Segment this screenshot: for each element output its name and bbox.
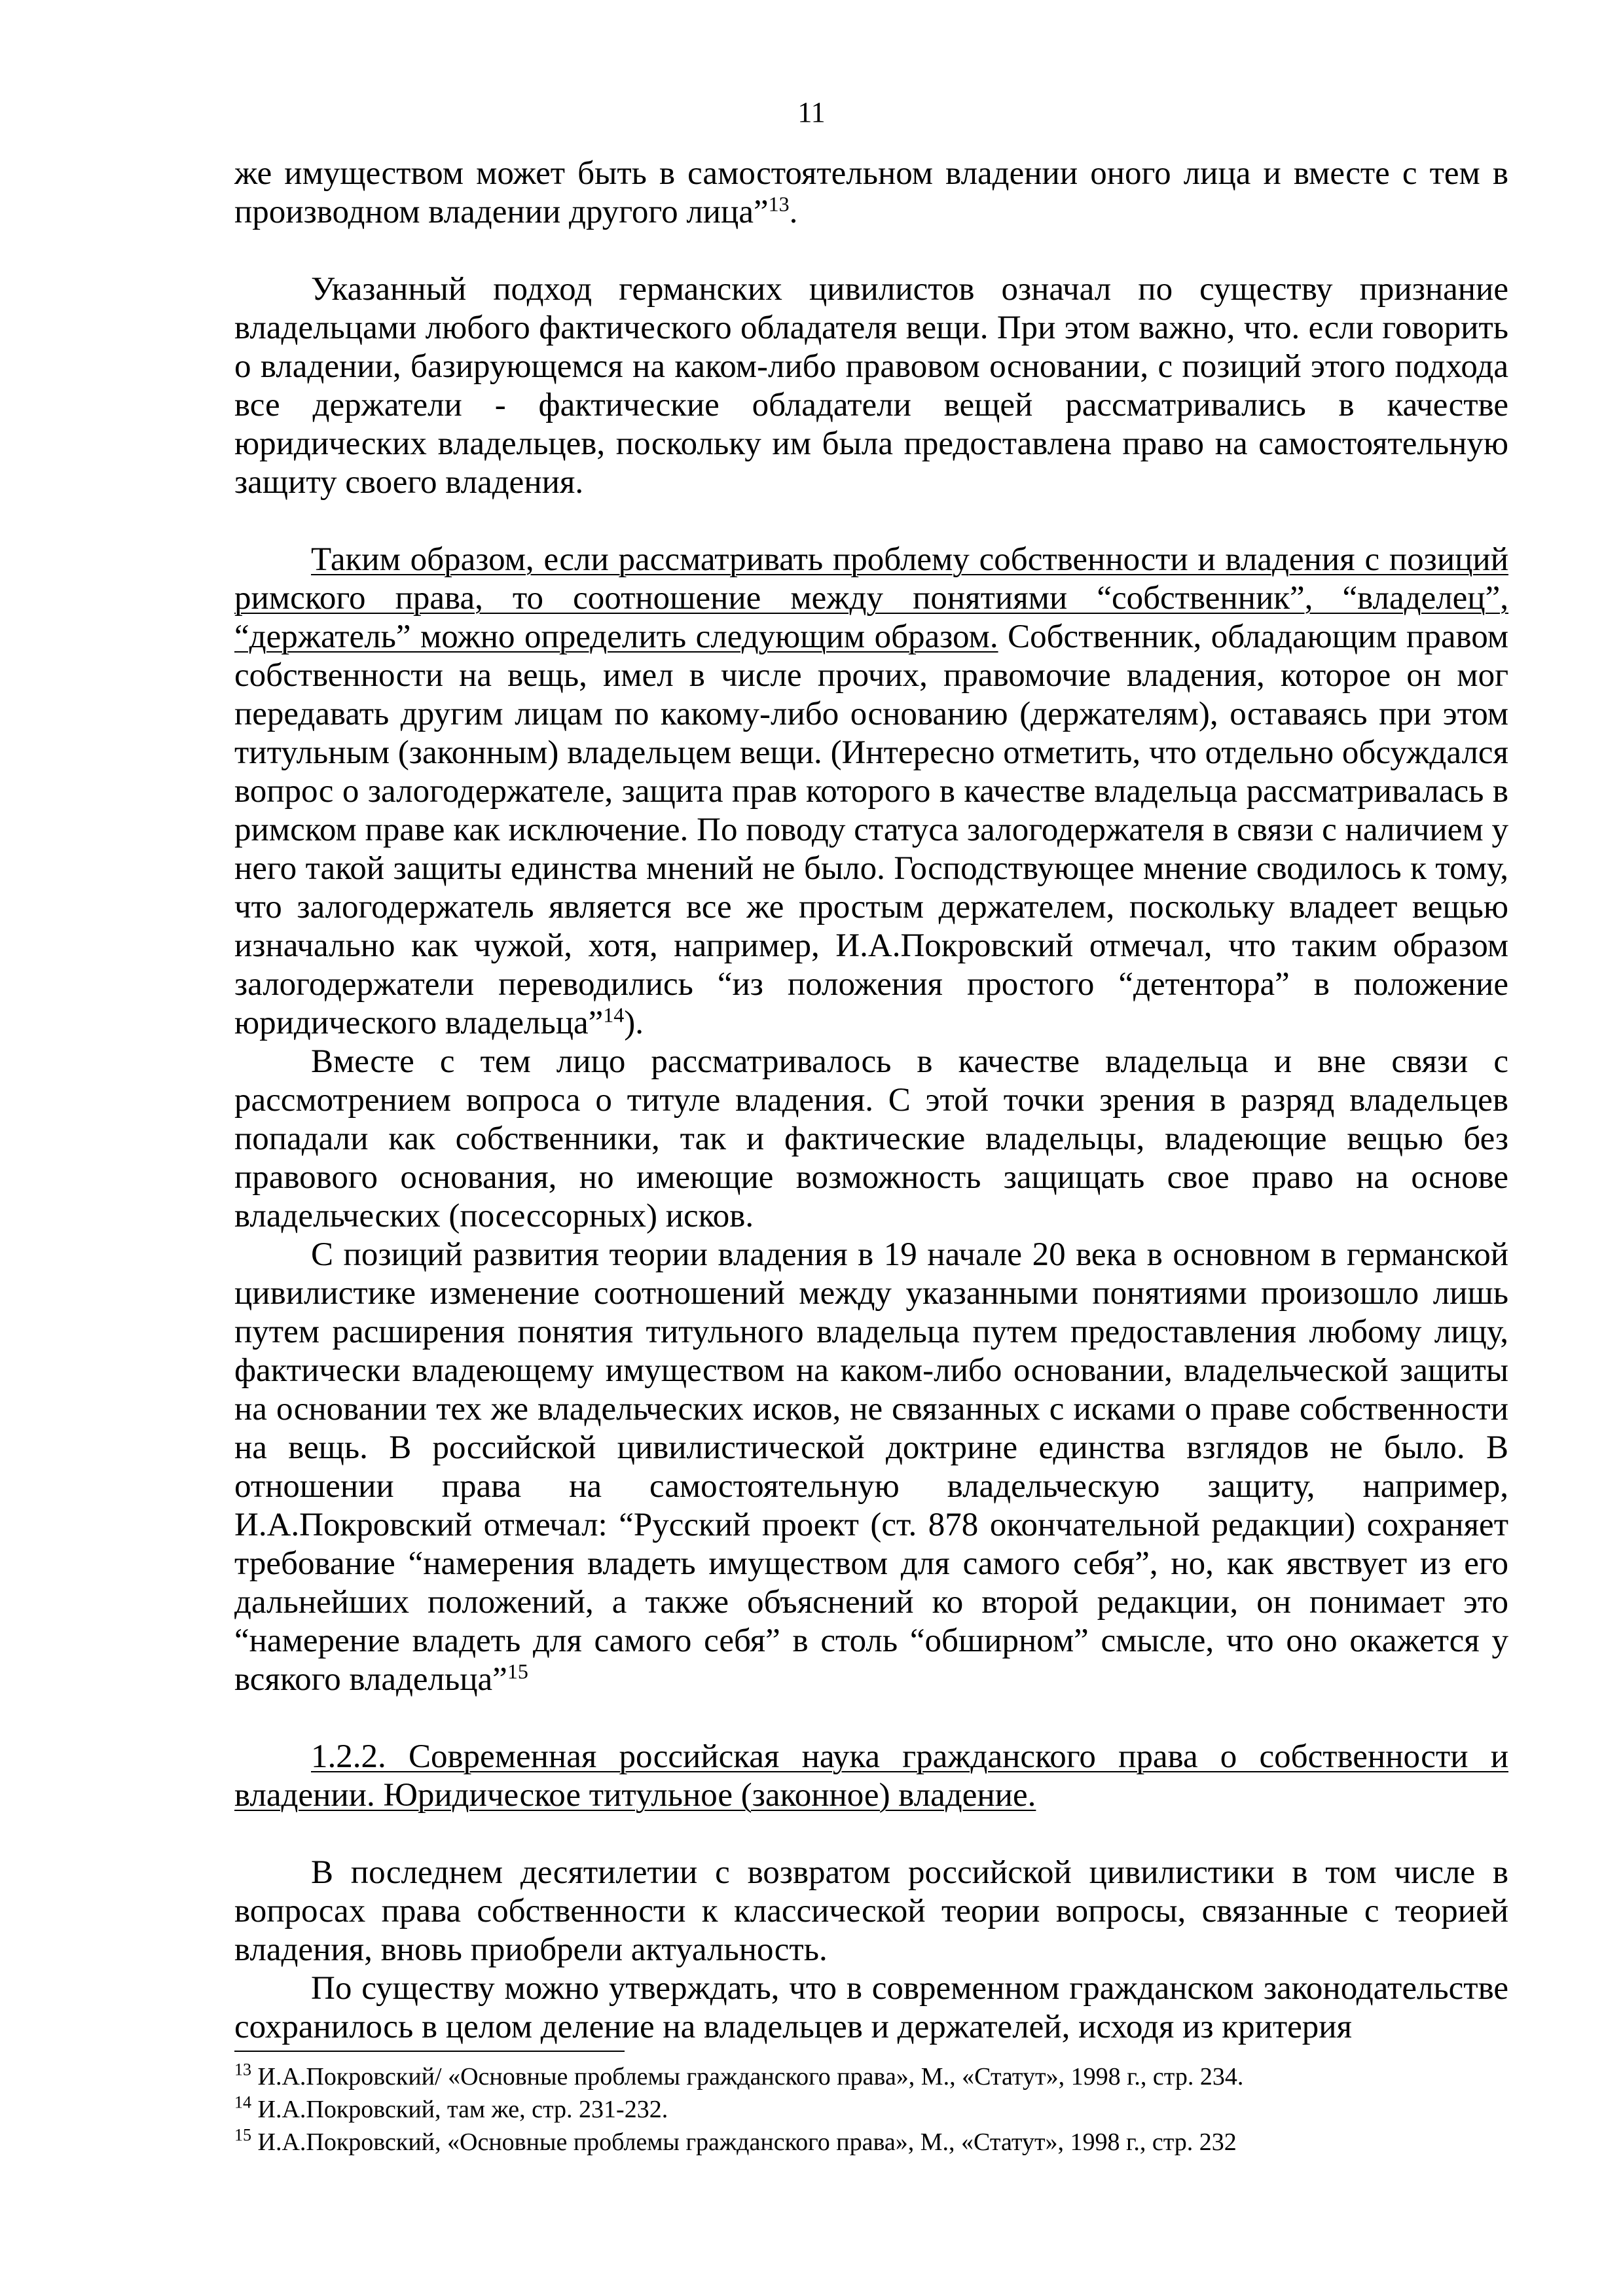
footnote-14 bbox=[234, 2093, 1508, 2126]
paragraph-3-underlined-text: Таким образом, если рассматривать проблему собственности и владения с позиций римского права, то соотношение между понятиями “собственник”, “владелец”, “держатель” можно определить следующим образом. bbox=[234, 541, 1508, 655]
footnotes bbox=[234, 2060, 1508, 2159]
blank-line bbox=[234, 1699, 1508, 1738]
paragraph-2: Указанный подход германских цивилистов означал по существу признание владельцами любого фактического обладателя вещи. При этом важно, что. если говорить о владении, базирующемся на каком-либо правовом основании, с позиций этого подхода все держатели - фактические обладатели вещей рассматривались в качестве юридических владельцев, поскольку им была предоставлена право на самостоятельную защиту своего владения. bbox=[234, 271, 1508, 501]
paragraph-5-text: С позиций развития теории владения в 19 начале 20 века в основном в германской цивилистике изменение соотношений между указанными понятиями произошло лишь путем расширения понятия титульного владельца путем предоставления любому лицу, фактически владеющему имуществом на каком-либо основании, владельческой защиты на основании тех же владельческих исков, не связанных с исками о праве собственности на вещь. В российской цивилистической доктрине единства взглядов не было. В отношении права на самостоятельную владельческую защиту, например, И.А.Покровский отмечал: “Русский проект (ст. 878 окончательной редакции) сохраняет требование “намерения владеть имуществом для самого себя”, но, как явствует из его дальнейших положений, а также объяснений ко второй редакции, он понимает это “намерение владеть для самого себя” в столь “обширном” смысле, что оно окажется у всякого владельца” bbox=[234, 1236, 1508, 1698]
footnote-text: И.А.Покровский/ «Основные проблемы гражданского права», М., «Статут», 1998 г., стр. 234. bbox=[251, 2063, 1244, 2090]
footnote-15 bbox=[234, 2126, 1508, 2159]
paragraph-3 bbox=[234, 541, 1508, 1043]
footnote-13 bbox=[234, 2060, 1508, 2093]
blank-line bbox=[234, 1815, 1508, 1854]
footnote-number: 13 bbox=[234, 2060, 251, 2079]
footnote-number: 14 bbox=[234, 2092, 251, 2112]
blank-line bbox=[234, 232, 1508, 270]
paragraph-4: Вместе с тем лицо рассматривалось в качестве владельца и вне связи с рассмотрением вопроса о титуле владения. С этой точки зрения в разряд владельцев попадали как собственники, так и фактические владельцы, владеющие вещью без правового основания, но имеющие возможность защищать свое право на основе владельческих (посессорных) исков. bbox=[234, 1043, 1508, 1234]
paragraph-1-tail: . bbox=[789, 194, 798, 230]
footnote-ref-15: 15 bbox=[507, 1659, 528, 1683]
paragraph-5 bbox=[234, 1236, 1508, 1699]
paragraph-1 bbox=[234, 154, 1508, 232]
blank-line bbox=[234, 502, 1508, 541]
section-heading: 1.2.2. Современная российская наука гражданского права о собственности и владении. Юридическое титульное (законное) владение. bbox=[234, 1738, 1508, 1814]
footnote-ref-13: 13 bbox=[768, 192, 790, 216]
paragraph-1-text: же имуществом может быть в самостоятельном владении оного лица и вместе с тем в производном владении другого лица” bbox=[234, 155, 1508, 230]
paragraph-6: В последнем десятилетии с возвратом российской цивилистики в том числе в вопросах права собственности к классической теории вопросы, связанные с теорией владения, вновь приобрели актуальность. bbox=[234, 1854, 1508, 1968]
footnote-number: 15 bbox=[234, 2125, 251, 2145]
footnote-text: И.А.Покровский, там же, стр. 231-232. bbox=[251, 2096, 668, 2123]
paragraph-7: По существу можно утверждать, что в современном гражданском законодательстве сохранилось в целом деление на владельцев и держателей, исходя из критерия bbox=[234, 1970, 1508, 2045]
footnote-ref-14: 14 bbox=[603, 1003, 625, 1027]
paragraph-3-text: Собственник, обладающим правом собственности на вещь, имел в числе прочих, правомочие владения, которое он мог передавать другим лицам по какому-либо основанию (держателям), оставаясь при этом титульным (законным) владельцем вещи. (Интересно отметить, что отдельно обсуждался вопрос о залогодержателе, защита прав которого в качестве владельца рассматривалась в римском праве как исключение. По поводу статуса залогодержателя в связи с наличием у него такой защиты единства мнений не было. Господствующее мнение сводилось к тому, что залогодержатель является все же простым держателем, поскольку владеет вещью изначально как чужой, хотя, например, И.А.Покровский отмечал, что таким образом залогодержатели переводились “из положения простого “детентора” в положение юридического владельца” bbox=[234, 619, 1508, 1041]
page-number: 11 bbox=[797, 96, 826, 128]
footnote-separator bbox=[234, 2051, 625, 2052]
footnote-text: И.А.Покровский, «Основные проблемы гражданского права», М., «Статут», 1998 г., стр. 232 bbox=[251, 2128, 1237, 2156]
body-text bbox=[234, 154, 1508, 2047]
paragraph-3-tail: ). bbox=[624, 1005, 644, 1041]
